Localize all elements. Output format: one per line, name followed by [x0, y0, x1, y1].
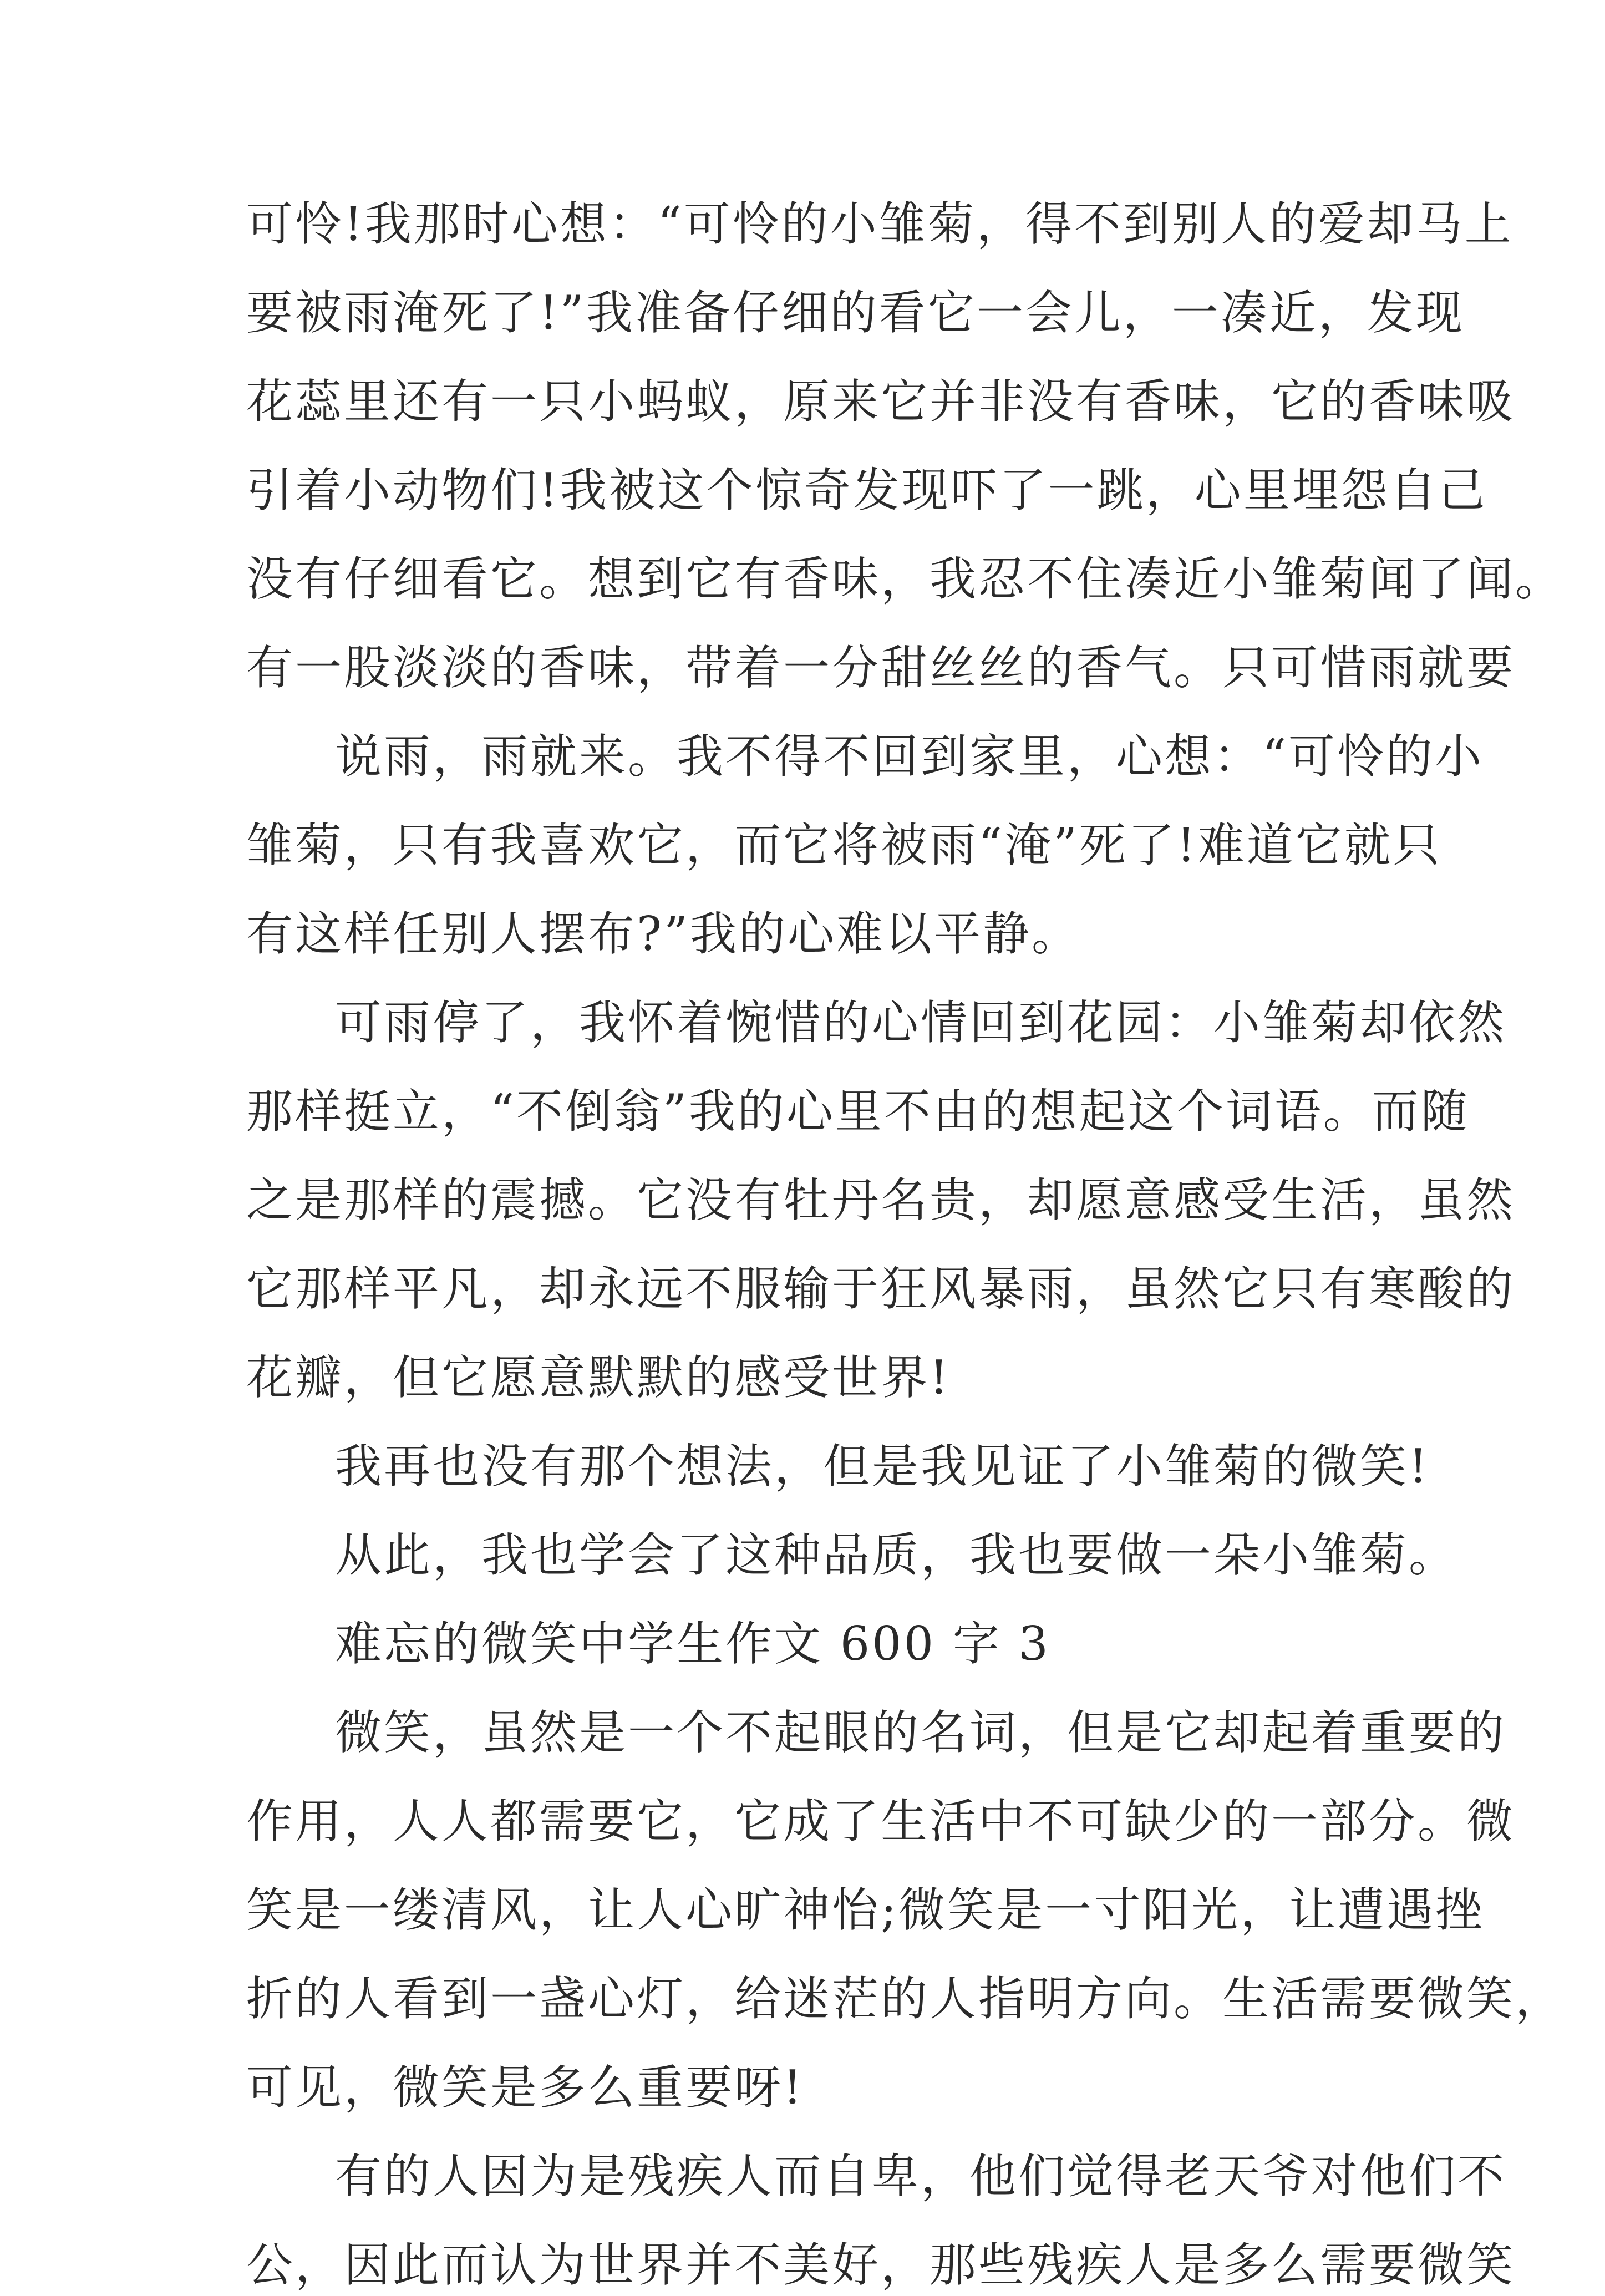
text-line: 作用，人人都需要它，它成了生活中不可缺少的一部分。微	[246, 1794, 1516, 1848]
text-line: 微笑，虽然是一个不起眼的名词，但是它却起着重要的	[335, 1705, 1507, 1760]
text-line: 可怜!我那时心想：“可怜的小雏菊，得不到别人的爱却马上	[246, 197, 1513, 251]
section-heading: 难忘的微笑中学生作文 600 字 3	[335, 1617, 1050, 1671]
text-line: 可雨停了，我怀着惋惜的心情回到花园：小雏菊却依然	[335, 995, 1507, 1050]
text-line: 可见，微笑是多么重要呀!	[246, 2060, 804, 2115]
text-line: 之是那样的震撼。它没有牡丹名贵，却愿意感受生活，虽然	[246, 1173, 1516, 1227]
text-line: 从此，我也学会了这种品质，我也要做一朵小雏菊。	[335, 1528, 1458, 1582]
text-line: 它那样平凡，却永远不服输于狂风暴雨，虽然它只有寒酸的	[246, 1262, 1516, 1316]
text-line: 说雨，雨就来。我不得不回到家里，心想：“可怜的小	[335, 729, 1484, 784]
text-line: 没有仔细看它。想到它有香味，我忍不住凑近小雏菊闻了闻。	[246, 552, 1565, 606]
text-line: 我再也没有那个想法，但是我见证了小雏菊的微笑!	[335, 1439, 1430, 1494]
text-line: 那样挺立，“不倒翁”我的心里不由的想起这个词语。而随	[246, 1084, 1470, 1139]
text-line: 雏菊，只有我喜欢它，而它将被雨“淹”死了!难道它就只	[246, 818, 1442, 872]
text-line: 有一股淡淡的香味，带着一分甜丝丝的香气。只可惜雨就要	[246, 641, 1516, 695]
text-line: 要被雨淹死了!”我准备仔细的看它一会儿，一凑近，发现	[246, 286, 1465, 340]
text-line: 折的人看到一盏心灯，给迷茫的人指明方向。生活需要微笑，	[246, 1972, 1565, 2026]
text-line: 花瓣，但它愿意默默的感受世界!	[246, 1350, 951, 1405]
text-line: 公，因此而认为世界并不美好，那些残疾人是多么需要微笑	[246, 2238, 1516, 2292]
text-line: 笑是一缕清风，让人心旷神怡;微笑是一寸阳光，让遭遇挫	[246, 1883, 1485, 1937]
text-line: 有这样任别人摆布?”我的心难以平静。	[246, 907, 1080, 961]
text-line: 引着小动物们!我被这个惊奇发现吓了一跳，心里埋怨自己	[246, 463, 1487, 517]
text-line: 有的人因为是残疾人而自卑，他们觉得老天爷对他们不	[335, 2149, 1507, 2203]
text-line: 花蕊里还有一只小蚂蚁，原来它并非没有香味，它的香味吸	[246, 374, 1516, 429]
